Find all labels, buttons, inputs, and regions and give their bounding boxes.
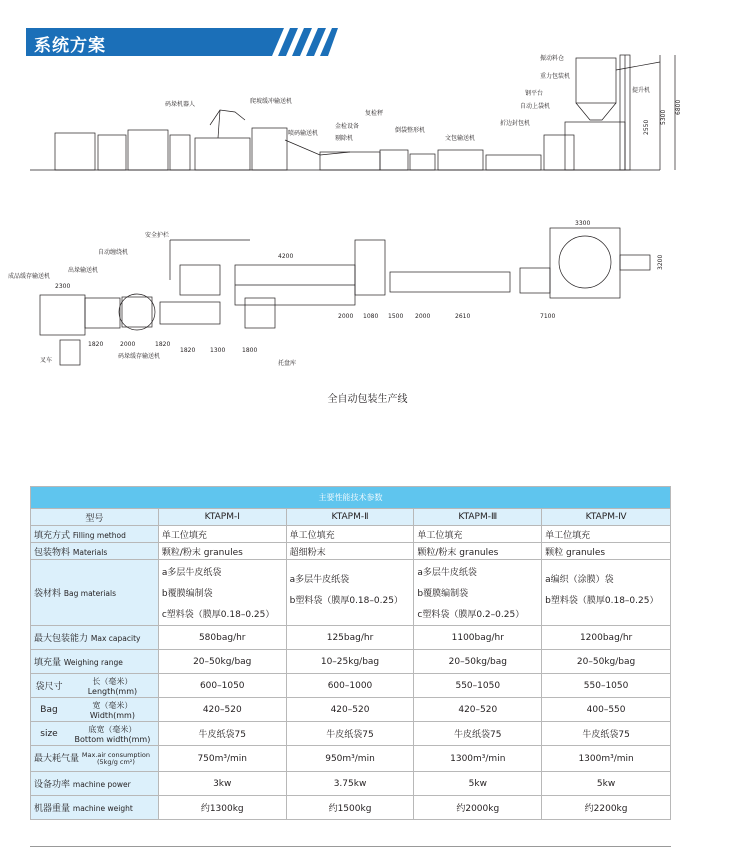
power-1: 3kw bbox=[158, 772, 286, 796]
capacity-1: 580bag/hr bbox=[158, 626, 286, 650]
table-title: 主要性能技术参数 bbox=[31, 487, 671, 509]
dim-1500: 1500 bbox=[388, 313, 404, 320]
width-3: 420–520 bbox=[414, 698, 542, 722]
power-2: 3.75kw bbox=[286, 772, 414, 796]
model-2: KTAPM-Ⅱ bbox=[286, 509, 414, 526]
width-1: 420–520 bbox=[158, 698, 286, 722]
label-outfeed-conveyor: 出垛输送机 bbox=[68, 267, 99, 274]
elevation-labels bbox=[165, 54, 682, 142]
weight-3: 约2000kg bbox=[414, 796, 542, 820]
bag-mat-1c: c塑料袋（膜厚0.18–0.25） bbox=[161, 610, 275, 620]
label-elevator: 提升机 bbox=[632, 87, 651, 94]
capacity-2: 125bag/hr bbox=[286, 626, 414, 650]
dim-1820-c: 1820 bbox=[180, 347, 196, 354]
dim-3300: 3300 bbox=[575, 220, 591, 227]
dim-1080: 1080 bbox=[363, 313, 379, 320]
bag-mat-3a: a多层牛皮纸袋 bbox=[417, 568, 477, 578]
label-steel-platform: 钢平台 bbox=[525, 90, 544, 97]
power-3: 5kw bbox=[414, 772, 542, 796]
row-weighing bbox=[31, 650, 671, 674]
length-label bbox=[67, 676, 158, 696]
weighing-2: 10–25kg/bag bbox=[286, 650, 414, 674]
label-filling bbox=[31, 526, 159, 543]
model-4: KTAPM-Ⅳ bbox=[542, 509, 671, 526]
bottom-2: 牛皮纸袋75 bbox=[286, 722, 414, 746]
dim-2000-a: 2000 bbox=[338, 313, 354, 320]
air-en2: (5kg/g cm²) bbox=[96, 757, 135, 766]
bag-size-bottom-wrap bbox=[31, 724, 158, 744]
label-safety-fence: 安全护栏 bbox=[145, 232, 170, 239]
label-auto-wrapper: 自动缠绕机 bbox=[98, 249, 129, 256]
production-line-drawing bbox=[8, 40, 720, 380]
power-cn: 设备功率 bbox=[34, 780, 71, 790]
bag-mat-4b: b塑料袋（膜厚0.18–0.25） bbox=[545, 595, 659, 606]
width-en: Width(mm) bbox=[89, 710, 135, 720]
row-bag-length bbox=[31, 674, 671, 698]
materials-3: 颗粒/粉末 granules bbox=[414, 543, 542, 560]
bag-mat-1a: a多层牛皮纸袋 bbox=[161, 568, 222, 578]
label-metal-detector: 金检设备 bbox=[335, 123, 360, 130]
row-bag-width bbox=[31, 698, 671, 722]
label-bag-conveyor: 文包输送机 bbox=[445, 135, 476, 142]
spec-table bbox=[30, 486, 671, 820]
weighing-en: Weighing range bbox=[63, 658, 123, 667]
weighing-3: 20–50kg/bag bbox=[414, 650, 542, 674]
label-incline-conveyor: 爬坡缓冲输送机 bbox=[250, 98, 293, 105]
length-cn: 长（毫米） bbox=[92, 676, 133, 686]
row-materials bbox=[31, 543, 671, 560]
filling-1: 单工位填充 bbox=[158, 526, 286, 543]
label-weighing bbox=[31, 650, 159, 674]
bag-materials-2 bbox=[286, 560, 414, 626]
label-check-scale: 复检秤 bbox=[365, 110, 384, 117]
model-header-row bbox=[31, 509, 671, 526]
label-gravity-packer: 重力包装机 bbox=[540, 73, 571, 80]
materials-cn: 包装物料 bbox=[34, 547, 71, 558]
dim-1820-a: 1820 bbox=[88, 341, 104, 348]
dim-2300: 2300 bbox=[55, 283, 71, 290]
label-auto-bag-placer: 自动上袋机 bbox=[520, 103, 551, 110]
air-en: Max.air consumption bbox=[81, 750, 151, 759]
bottom-cn: 底宽（毫米） bbox=[88, 724, 137, 734]
weight-4: 约2200kg bbox=[542, 796, 671, 820]
bottom-4: 牛皮纸袋75 bbox=[542, 722, 671, 746]
capacity-en: Max capacity bbox=[90, 634, 141, 643]
length-2: 600–1000 bbox=[286, 674, 414, 698]
air-4: 1300m³/min bbox=[542, 746, 671, 772]
label-fold-sealer: 折边封包机 bbox=[500, 120, 531, 127]
dim-1820-b: 1820 bbox=[155, 341, 171, 348]
capacity-cn: 最大包装能力 bbox=[34, 634, 89, 644]
label-rejector: 剔除机 bbox=[335, 135, 354, 142]
label-bag-materials bbox=[31, 560, 159, 626]
elevation-view bbox=[30, 55, 675, 170]
bag-mat-1b: b覆膜编制袋 bbox=[161, 589, 213, 599]
power-4: 5kw bbox=[542, 772, 671, 796]
weight-cn: 机器重量 bbox=[34, 804, 71, 814]
label-weight bbox=[31, 796, 159, 820]
label-pallet-buffer: 码垛缓存输送机 bbox=[118, 353, 161, 360]
air-2: 950m³/min bbox=[286, 746, 414, 772]
air-1: 750m³/min bbox=[158, 746, 286, 772]
label-buffer-conveyor: 成品缓存输送机 bbox=[8, 273, 51, 280]
bag-materials-cn: 袋材料 bbox=[34, 589, 62, 599]
weight-1: 约1300kg bbox=[158, 796, 286, 820]
weighing-4: 20–50kg/bag bbox=[542, 650, 671, 674]
bag-mat-2b: b塑料袋（膜厚0.18–0.25） bbox=[289, 595, 403, 606]
capacity-3: 1100bag/hr bbox=[414, 626, 542, 650]
row-bag-bottom bbox=[31, 722, 671, 746]
dim-6800: 6800 bbox=[675, 99, 682, 115]
dim-2550: 2550 bbox=[643, 119, 650, 135]
materials-4: 颗粒 granules bbox=[542, 543, 671, 560]
label-power bbox=[31, 772, 159, 796]
bag-size-en2: size bbox=[40, 728, 58, 739]
label-capacity bbox=[31, 626, 159, 650]
label-bag-shaper: 倒袋整形机 bbox=[395, 127, 426, 134]
materials-en: Materials bbox=[72, 547, 108, 557]
plan-labels bbox=[8, 220, 664, 367]
bag-materials-en: Bag materials bbox=[63, 589, 116, 598]
bottom-1: 牛皮纸袋75 bbox=[158, 722, 286, 746]
dim-7100: 7100 bbox=[540, 313, 556, 320]
bag-mat-3b: b覆膜编制袋 bbox=[417, 589, 469, 599]
row-weight bbox=[31, 796, 671, 820]
weight-2: 约1500kg bbox=[286, 796, 414, 820]
bag-size-width-wrap bbox=[31, 700, 158, 720]
label-forklift: 叉车 bbox=[40, 357, 53, 364]
width-2: 420–520 bbox=[286, 698, 414, 722]
row-bag-materials bbox=[31, 560, 671, 626]
filling-cn: 填充方式 bbox=[34, 530, 71, 541]
length-1: 600–1050 bbox=[158, 674, 286, 698]
label-materials bbox=[31, 543, 159, 560]
dim-3200: 3200 bbox=[657, 254, 664, 270]
length-4: 550–1050 bbox=[542, 674, 671, 698]
row-power bbox=[31, 772, 671, 796]
width-4: 400–550 bbox=[542, 698, 671, 722]
model-label: 型号 bbox=[31, 509, 159, 526]
label-coding-conveyor: 喷码输送机 bbox=[288, 130, 319, 137]
row-air bbox=[31, 746, 671, 772]
label-bag-bottom bbox=[31, 722, 159, 746]
materials-1: 颗粒/粉末 granules bbox=[158, 543, 286, 560]
filling-2: 单工位填充 bbox=[286, 526, 414, 543]
label-bag-length bbox=[31, 674, 159, 698]
model-1: KTAPM-Ⅰ bbox=[158, 509, 286, 526]
row-capacity bbox=[31, 626, 671, 650]
bottom-en: Bottom width(mm) bbox=[74, 734, 151, 744]
length-en: Length(mm) bbox=[87, 686, 138, 696]
dim-1800: 1800 bbox=[242, 347, 258, 354]
bottom-label bbox=[67, 724, 158, 744]
bag-materials-4 bbox=[542, 560, 671, 626]
weighing-cn: 填充量 bbox=[34, 658, 62, 668]
bottom-rule bbox=[30, 846, 671, 847]
filling-3: 单工位填充 bbox=[414, 526, 542, 543]
width-label bbox=[67, 700, 158, 720]
label-vibrating-bin: 振动料仓 bbox=[540, 55, 565, 62]
drawing-caption: 全自动包装生产线 bbox=[327, 394, 408, 405]
label-bag-width bbox=[31, 698, 159, 722]
length-3: 550–1050 bbox=[414, 674, 542, 698]
label-palletizing-robot: 码垛机器人 bbox=[165, 101, 196, 108]
dim-1300: 1300 bbox=[210, 347, 226, 354]
bag-mat-3c: c塑料袋（膜厚0.2–0.25） bbox=[417, 610, 525, 620]
bag-size-en1: Bag bbox=[40, 704, 58, 715]
width-cn: 宽（毫米） bbox=[92, 700, 133, 710]
bag-materials-3 bbox=[414, 560, 542, 626]
weighing-1: 20–50kg/bag bbox=[158, 650, 286, 674]
bag-size-cn: 袋尺寸 bbox=[35, 682, 63, 692]
air-cn: 最大耗气量 bbox=[34, 754, 80, 765]
bag-mat-4a: a编织（涂膜）袋 bbox=[545, 574, 614, 585]
bottom-3: 牛皮纸袋75 bbox=[414, 722, 542, 746]
dim-2000-b: 2000 bbox=[415, 313, 431, 320]
dim-2610: 2610 bbox=[455, 313, 471, 320]
bag-materials-1 bbox=[158, 560, 286, 626]
air-3: 1300m³/min bbox=[414, 746, 542, 772]
model-3: KTAPM-Ⅲ bbox=[414, 509, 542, 526]
section-title: 系统方案 bbox=[34, 36, 106, 56]
materials-2: 超细粉末 bbox=[286, 543, 414, 560]
dim-5300: 5300 bbox=[660, 109, 667, 125]
bag-mat-2a: a多层牛皮纸袋 bbox=[289, 574, 350, 585]
capacity-4: 1200bag/hr bbox=[542, 626, 671, 650]
label-air bbox=[31, 746, 159, 772]
air-en-wrap bbox=[82, 752, 150, 766]
power-en: machine power bbox=[72, 780, 131, 789]
filling-4: 单工位填充 bbox=[542, 526, 671, 543]
row-filling bbox=[31, 526, 671, 543]
bag-size-length-wrap bbox=[31, 676, 158, 696]
weight-en: machine weight bbox=[72, 804, 133, 813]
dim-2000-c: 2000 bbox=[120, 341, 136, 348]
dim-4200: 4200 bbox=[278, 253, 294, 260]
filling-en: Filling method bbox=[72, 530, 126, 540]
label-pallet-store: 托盘库 bbox=[278, 360, 297, 367]
